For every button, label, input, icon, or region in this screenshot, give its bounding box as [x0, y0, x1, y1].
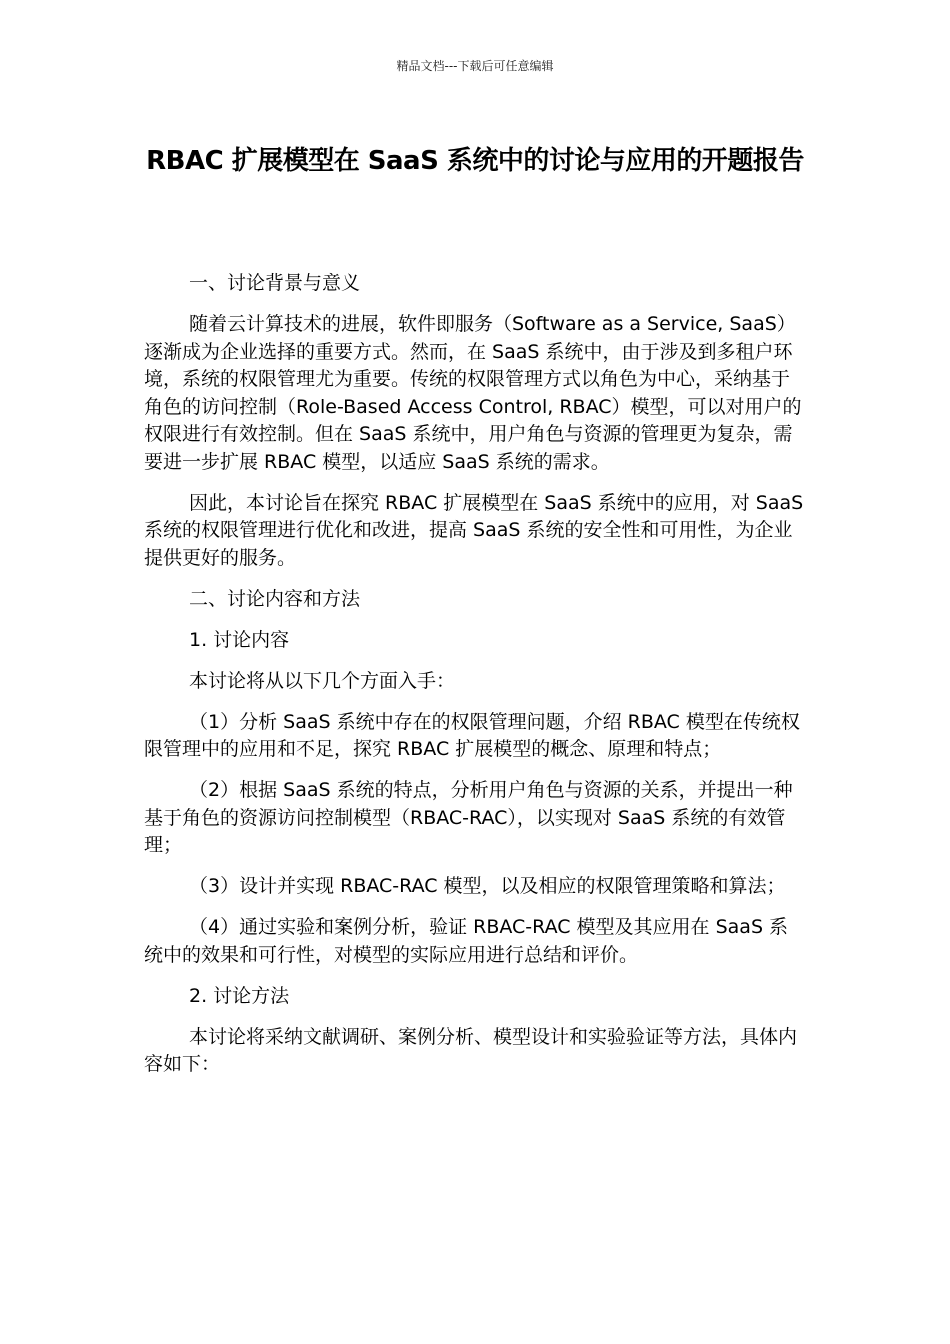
paragraph-content-intro: 本讨论将从以下几个方面入手：: [189, 669, 456, 692]
paragraph-purpose: 因此，本讨论旨在探究 RBAC 扩展模型在 SaaS 系统中的应用，对 SaaS 系统的权限管理进行优化和改进，提高 SaaS 系统的安全性和可用性，为企业提供更好的服务。: [144, 491, 804, 569]
document-body: [144, 270, 806, 1092]
list-item-1: （1）分析 SaaS 系统中存在的权限管理问题，介绍 RBAC 模型在传统权限管理中的应用和不足，探究 RBAC 扩展模型的概念、原理和特点；: [144, 710, 800, 760]
document-title: RBAC 扩展模型在 SaaS 系统中的讨论与应用的开题报告: [146, 146, 804, 176]
header-note: 精品文档---下载后可任意编辑: [396, 59, 554, 73]
section-heading-background: 一、讨论背景与意义: [189, 272, 361, 294]
list-item-2: （2）根据 SaaS 系统的特点，分析用户角色与资源的关系，并提出一种基于角色的资源访问控制模型（RBAC-RAC），以实现对 SaaS 系统的有效管理；: [144, 779, 793, 856]
subheading-method: 2. 讨论方法: [189, 984, 290, 1007]
paragraph-method-intro: 本讨论将采纳文献调研、案例分析、模型设计和实验验证等方法，具体内容如下：: [144, 1025, 798, 1075]
list-item-4: （4）通过实验和案例分析，验证 RBAC-RAC 模型及其应用在 SaaS 系统中的效果和可行性，对模型的实际应用进行总结和评价。: [144, 916, 789, 966]
subheading-content: 1. 讨论内容: [189, 628, 290, 651]
paragraph-background: 随着云计算技术的进展，软件即服务（Software as a Service, SaaS）逐渐成为企业选择的重要方式。然而，在 SaaS 系统中，由于涉及到多租户环境，系统的权限管理尤为重要。传统的权限管理方式以角色为中心，采纳基于角色的访问控制（Role-Based Access Control, RBAC）模型，可以对用户的权限进行有效控制。但在 SaaS 系统中，用户角色与资源的管理更为复杂，需要进一步扩展 RBAC 模型，以适应 SaaS 系统的需求。: [144, 313, 802, 473]
list-item-3: （3）设计并实现 RBAC-RAC 模型，以及相应的权限管理策略和算法；: [189, 875, 786, 897]
section-heading-content-method: 二、讨论内容和方法: [189, 587, 361, 610]
